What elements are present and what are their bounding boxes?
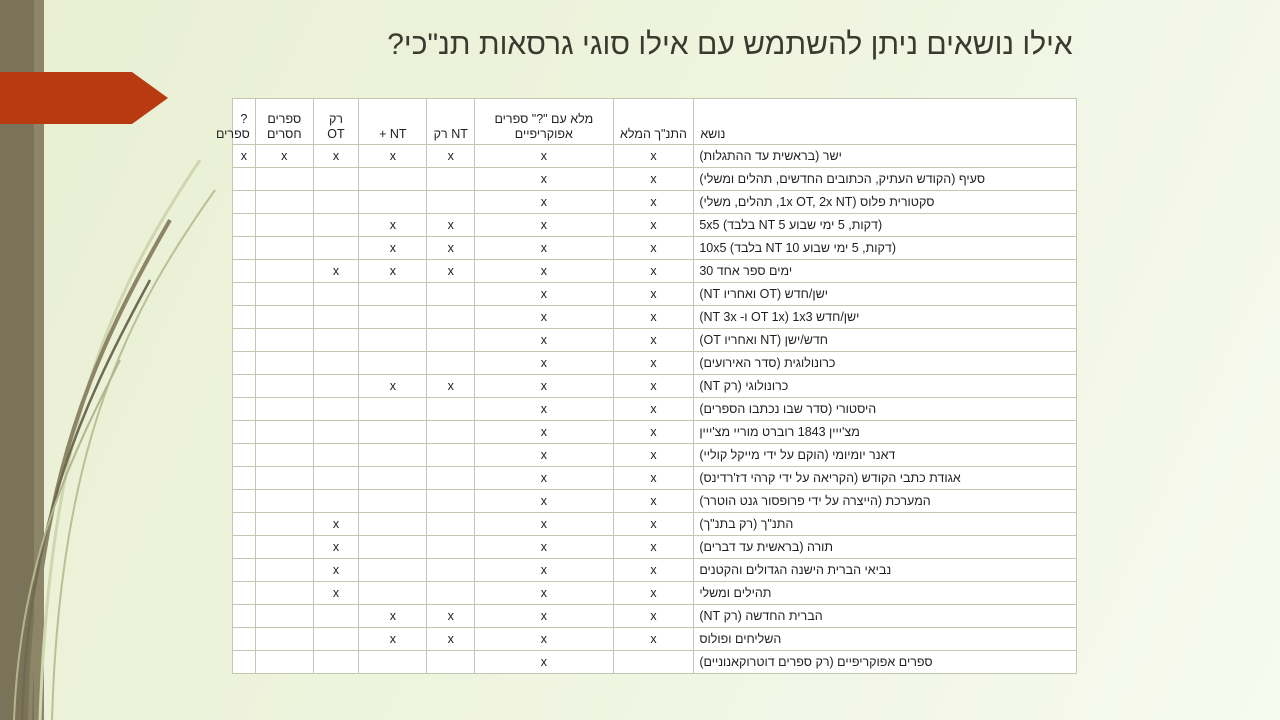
cell-mark [427, 536, 475, 559]
compatibility-table-wrapper [215, 98, 1077, 674]
table-row [233, 651, 1077, 674]
cell-subject: כרונולוגי (רק NT) [694, 375, 1077, 398]
cell-mark: x [613, 283, 694, 306]
cell-mark [359, 352, 427, 375]
cell-mark [427, 421, 475, 444]
cell-mark: x [475, 375, 614, 398]
cell-mark [359, 191, 427, 214]
cell-mark: x [613, 398, 694, 421]
cell-mark [427, 168, 475, 191]
cell-mark: x [613, 628, 694, 651]
cell-mark [427, 444, 475, 467]
cell-mark: x [255, 145, 313, 168]
cell-mark: x [427, 214, 475, 237]
cell-mark: x [313, 145, 359, 168]
cell-mark [427, 651, 475, 674]
cell-mark [427, 398, 475, 421]
cell-mark [233, 513, 256, 536]
cell-mark [255, 605, 313, 628]
col-header-missing-books: ספרים חסרים [255, 99, 313, 145]
cell-mark: x [359, 237, 427, 260]
table-row [233, 214, 1077, 237]
cell-mark: x [313, 536, 359, 559]
cell-mark [255, 260, 313, 283]
cell-subject: תורה (בראשית עד דברים) [694, 536, 1077, 559]
compatibility-table [215, 98, 1077, 674]
table-header-row [233, 99, 1077, 145]
cell-mark: x [475, 559, 614, 582]
arrow-banner-tip [132, 72, 168, 124]
cell-mark [313, 490, 359, 513]
cell-subject: נביאי הברית הישנה הגדולים והקטנים [694, 559, 1077, 582]
cell-mark [233, 651, 256, 674]
cell-mark: x [613, 375, 694, 398]
cell-mark [233, 375, 256, 398]
cell-mark [427, 559, 475, 582]
arrow-banner-body [0, 72, 132, 124]
cell-mark: x [613, 352, 694, 375]
table-row [233, 398, 1077, 421]
cell-mark [233, 605, 256, 628]
table-row [233, 237, 1077, 260]
cell-mark [313, 421, 359, 444]
cell-subject: הברית החדשה (רק NT) [694, 605, 1077, 628]
cell-mark [233, 329, 256, 352]
cell-mark: x [613, 467, 694, 490]
cell-mark [313, 467, 359, 490]
col-header-question-books: ? ספרים [233, 99, 256, 145]
cell-mark [359, 559, 427, 582]
cell-mark: x [359, 605, 427, 628]
cell-mark: x [475, 582, 614, 605]
table-row [233, 490, 1077, 513]
cell-mark: x [233, 145, 256, 168]
cell-mark [255, 628, 313, 651]
cell-mark [233, 352, 256, 375]
cell-subject: דאנר יומיומי (הוקם על ידי מייקל קוליי) [694, 444, 1077, 467]
cell-mark: x [475, 513, 614, 536]
cell-subject: התנ"ך (רק בתנ"ך) [694, 513, 1077, 536]
table-row [233, 191, 1077, 214]
cell-subject: ישר (בראשית עד ההתגלות) [694, 145, 1077, 168]
cell-mark: x [613, 490, 694, 513]
cell-mark [255, 513, 313, 536]
cell-subject: 5x5 (בלבד NT דקות, 5 ימי שבוע 5) [694, 214, 1077, 237]
cell-mark [313, 237, 359, 260]
col-header-ot-only: רק OT [313, 99, 359, 145]
cell-mark [427, 352, 475, 375]
cell-mark: x [613, 329, 694, 352]
cell-mark: x [313, 260, 359, 283]
cell-mark [359, 444, 427, 467]
cell-mark: x [475, 467, 614, 490]
cell-mark [255, 582, 313, 605]
table-row [233, 260, 1077, 283]
cell-mark [255, 237, 313, 260]
cell-mark [313, 651, 359, 674]
cell-mark: x [475, 306, 614, 329]
table-header [215, 99, 1077, 145]
cell-mark: x [613, 260, 694, 283]
cell-mark [233, 214, 256, 237]
cell-mark [313, 283, 359, 306]
cell-mark: x [475, 191, 614, 214]
cell-mark: x [359, 145, 427, 168]
table-row [233, 421, 1077, 444]
cell-mark: x [427, 375, 475, 398]
cell-mark [233, 306, 256, 329]
cell-mark: x [613, 513, 694, 536]
cell-mark: x [475, 651, 614, 674]
cell-mark [255, 375, 313, 398]
table-row [233, 628, 1077, 651]
cell-mark [255, 214, 313, 237]
cell-mark: x [613, 582, 694, 605]
cell-mark [313, 214, 359, 237]
cell-mark [233, 398, 256, 421]
cell-mark [255, 467, 313, 490]
cell-mark [233, 168, 256, 191]
cell-mark: x [427, 260, 475, 283]
cell-mark: x [475, 329, 614, 352]
cell-mark: x [313, 513, 359, 536]
col-header-nt-only: NT רק [427, 99, 475, 145]
cell-subject: סעיף (הקודש העתיק, הכתובים החדשים, תהלים ומשלי) [694, 168, 1077, 191]
col-header-subject: נושא [694, 99, 1077, 145]
cell-mark [233, 421, 256, 444]
cell-mark: x [475, 398, 614, 421]
cell-mark [313, 444, 359, 467]
cell-mark: x [427, 628, 475, 651]
cell-mark: x [613, 191, 694, 214]
table-row [233, 605, 1077, 628]
table-row [233, 306, 1077, 329]
cell-mark [313, 375, 359, 398]
cell-mark [613, 651, 694, 674]
cell-mark [233, 467, 256, 490]
table-row [233, 444, 1077, 467]
table-row [233, 582, 1077, 605]
cell-mark: x [359, 214, 427, 237]
cell-mark [427, 191, 475, 214]
cell-mark [359, 467, 427, 490]
cell-mark [233, 237, 256, 260]
cell-mark: x [359, 260, 427, 283]
cell-mark [313, 191, 359, 214]
cell-mark [359, 582, 427, 605]
col-header-full-with-apocrypha: מלא עם "?" ספרים אפוקריפיים [475, 99, 614, 145]
table-body [233, 145, 1077, 674]
col-header-full-bible: התנ"ך המלא [613, 99, 694, 145]
cell-mark [313, 352, 359, 375]
col-header-nt-plus: NT + [359, 99, 427, 145]
table-row [233, 536, 1077, 559]
cell-mark [313, 168, 359, 191]
cell-mark [427, 582, 475, 605]
cell-mark: x [475, 628, 614, 651]
cell-mark [427, 329, 475, 352]
cell-mark [313, 398, 359, 421]
cell-mark [427, 306, 475, 329]
cell-mark [255, 444, 313, 467]
cell-mark [313, 605, 359, 628]
cell-mark [359, 421, 427, 444]
cell-mark: x [613, 145, 694, 168]
cell-mark [359, 536, 427, 559]
cell-mark [427, 467, 475, 490]
cell-subject: השליחים ופולוס [694, 628, 1077, 651]
cell-mark: x [359, 375, 427, 398]
cell-mark [313, 628, 359, 651]
table-row [233, 375, 1077, 398]
cell-subject: חדש/ישן (NT ואחריו OT) [694, 329, 1077, 352]
cell-mark [359, 283, 427, 306]
cell-mark: x [475, 283, 614, 306]
cell-mark: x [613, 536, 694, 559]
decorative-arrow-banner [0, 72, 168, 124]
cell-mark [255, 490, 313, 513]
cell-mark: x [475, 145, 614, 168]
cell-subject: כרונולוגית (סדר האירועים) [694, 352, 1077, 375]
cell-mark [359, 168, 427, 191]
cell-mark [233, 536, 256, 559]
page-title: אילו נושאים ניתן להשתמש עם אילו סוגי גרסאות תנ"כי? [387, 28, 1073, 61]
table-row [233, 168, 1077, 191]
cell-mark: x [475, 536, 614, 559]
cell-mark: x [313, 559, 359, 582]
cell-subject: אגודת כתבי הקודש (הקריאה על ידי קרהי דז'רדינס) [694, 467, 1077, 490]
cell-subject: מצ'ייין 1843 רוברט מוריי מצ'ייין [694, 421, 1077, 444]
cell-mark: x [613, 214, 694, 237]
cell-mark [255, 536, 313, 559]
cell-mark [313, 306, 359, 329]
cell-mark [255, 168, 313, 191]
cell-mark: x [475, 352, 614, 375]
cell-mark [359, 651, 427, 674]
cell-subject: היסטורי (סדר שבו נכתבו הספרים) [694, 398, 1077, 421]
cell-subject: ימים ספר אחד 30 [694, 260, 1077, 283]
cell-mark: x [313, 582, 359, 605]
cell-mark: x [427, 237, 475, 260]
cell-mark [255, 191, 313, 214]
cell-mark: x [613, 605, 694, 628]
cell-mark [255, 306, 313, 329]
cell-subject: ישן/חדש 1x3 (OT 1x ו- NT 3x) [694, 306, 1077, 329]
cell-subject: סקטורית פלוס (1x OT, 2x NT, תהלים, משלי) [694, 191, 1077, 214]
cell-mark: x [475, 605, 614, 628]
cell-mark [313, 329, 359, 352]
cell-mark [359, 490, 427, 513]
cell-mark: x [613, 237, 694, 260]
cell-subject: ספרים אפוקריפיים (רק ספרים דוטרוקאנוניים) [694, 651, 1077, 674]
cell-mark [233, 283, 256, 306]
cell-mark: x [613, 559, 694, 582]
cell-mark [427, 513, 475, 536]
cell-mark: x [475, 444, 614, 467]
cell-mark [233, 260, 256, 283]
table-row [233, 283, 1077, 306]
cell-mark: x [613, 306, 694, 329]
cell-mark [359, 513, 427, 536]
cell-mark: x [475, 214, 614, 237]
cell-mark: x [475, 168, 614, 191]
table-row [233, 559, 1077, 582]
cell-mark [233, 490, 256, 513]
cell-mark [359, 398, 427, 421]
cell-subject: תהילים ומשלי [694, 582, 1077, 605]
cell-subject: ישן/חדש (OT ואחריו NT) [694, 283, 1077, 306]
cell-mark [233, 559, 256, 582]
cell-mark [255, 559, 313, 582]
cell-mark [359, 329, 427, 352]
cell-mark: x [613, 444, 694, 467]
cell-mark: x [427, 145, 475, 168]
table-row [233, 513, 1077, 536]
cell-mark: x [475, 237, 614, 260]
cell-mark [255, 398, 313, 421]
cell-mark [427, 490, 475, 513]
cell-mark [255, 651, 313, 674]
cell-mark [255, 283, 313, 306]
cell-mark: x [427, 605, 475, 628]
cell-mark [233, 191, 256, 214]
cell-subject: 10x5 (בלבד NT דקות, 5 ימי שבוע 10) [694, 237, 1077, 260]
cell-mark [233, 582, 256, 605]
table-row [233, 467, 1077, 490]
table-row [233, 329, 1077, 352]
cell-mark: x [613, 168, 694, 191]
table-row [233, 145, 1077, 168]
cell-mark [255, 421, 313, 444]
cell-mark [233, 628, 256, 651]
cell-mark [255, 329, 313, 352]
cell-mark: x [475, 260, 614, 283]
cell-subject: המערכת (הייצרה על ידי פרופסור גנט הוטרר) [694, 490, 1077, 513]
cell-mark [359, 306, 427, 329]
cell-mark [233, 444, 256, 467]
table-row [233, 352, 1077, 375]
cell-mark: x [475, 490, 614, 513]
cell-mark: x [359, 628, 427, 651]
cell-mark: x [475, 421, 614, 444]
cell-mark: x [613, 421, 694, 444]
cell-mark [427, 283, 475, 306]
cell-mark [255, 352, 313, 375]
